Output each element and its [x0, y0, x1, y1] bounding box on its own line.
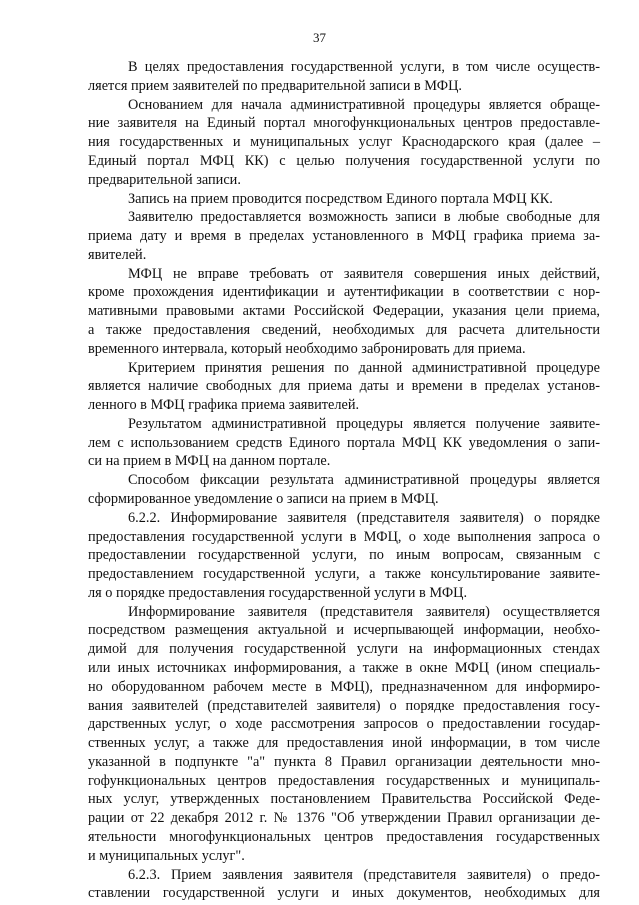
text-line: ния государственных и муниципальных услуг Краснодарского края (далее –	[88, 134, 600, 151]
text-line: указанной в подпункте "а" пункта 8 Правил организации деятельности мно-	[88, 753, 600, 770]
text-line: ственных услуг, а также для предоставления иной информации, в том числе	[88, 735, 600, 752]
text-line: вания заявителей (представителей заявителя) о порядке предоставления госу-	[88, 697, 600, 714]
text-line: сформированное уведомление о записи на прием в МФЦ.	[88, 490, 439, 507]
text-line: Заявителю предоставляется возможность записи в любые свободные для	[128, 209, 600, 226]
text-line: Критерием принятия решения по данной административной процедуре	[128, 359, 600, 376]
text-line: предоставления государственной услуги в МФЦ, о ходе выполнения запроса о	[88, 528, 600, 545]
text-line: 6.2.3. Прием заявления заявителя (представителя заявителя) о предо-	[128, 866, 600, 883]
text-line: явителей.	[88, 246, 147, 263]
text-line: или иных источниках информирования, а также в окне МФЦ (ином специаль-	[88, 660, 600, 676]
text-line: Единый портал МФЦ КК) с целью получения государственной услуги по	[88, 152, 600, 169]
text-line: лем с использованием средств Единого портала МФЦ КК уведомления о запи-	[88, 434, 600, 451]
text-line: ляется прием заявителей по предварительной записи в МФЦ.	[88, 77, 462, 94]
text-line: ние заявителя на Единый портал многофункциональных центров предоставле-	[88, 115, 600, 132]
text-line: предварительной записи.	[88, 171, 241, 188]
text-line: кроме прохождения идентификации и аутентификации в соответствии с нор-	[88, 284, 600, 301]
page-number: 37	[313, 30, 326, 45]
text-line: МФЦ не вправе требовать от заявителя совершения иных действий,	[128, 265, 600, 282]
text-line: и муниципальных услуг".	[88, 847, 245, 864]
text-line: рации от 22 декабря 2012 г. № 1376 "Об утверждении Правил организации де-	[88, 810, 600, 827]
text-line: Основанием для начала административной процедуры является обраще-	[128, 96, 600, 113]
text-line: 6.2.2. Информирование заявителя (представителя заявителя) о порядке	[128, 509, 600, 526]
text-line: гофункциональных центров предоставления государственных и муниципаль-	[88, 772, 600, 789]
text-line: временного интервала, который необходимо забронировать для приема.	[88, 340, 526, 357]
text-line: предоставлением государственной услуги, а также консультирование заявите-	[88, 566, 600, 583]
text-line: Информирование заявителя (представителя заявителя) осуществляется	[128, 603, 600, 620]
text-line: Запись на прием проводится посредством Единого портала МФЦ КК.	[128, 190, 553, 207]
text-line: посредством размещения актуальной и исчерпывающей информации, необхо-	[88, 622, 600, 639]
text-line: ных услуг, утвержденных постановлением Правительства Российской Феде-	[88, 791, 600, 808]
text-line: Способом фиксации результата административной процедуры является	[128, 472, 600, 489]
text-line: В целях предоставления государственной услуги, в том числе осуществ-	[128, 59, 600, 75]
text-line: является наличие свободных для приема даты и времени в пределах установ-	[88, 378, 600, 395]
text-line: но оборудованном рабочем месте в МФЦ), предназначенном для информиро-	[88, 678, 600, 695]
text-line: предоставлении государственной услуги, по иным вопросам, связанным с	[88, 547, 600, 564]
text-line: мативными правовыми актами Российской Федерации, указания цели приема,	[88, 303, 600, 320]
text-line: ленного в МФЦ графика приема заявителей.	[88, 397, 360, 413]
text-line: Результатом административной процедуры является получение заявите-	[128, 415, 600, 432]
text-line: приема дату и время в пределах установленного в МФЦ графика приема за-	[88, 228, 600, 244]
text-line: дарственных услуг, о ходе рассмотрения запросов о предоставлении государ-	[88, 716, 600, 733]
text-line: ставлении государственной услуги и иных документов, необходимых для	[88, 885, 600, 902]
text-line: ятельности многофункциональных центров предоставления государственных	[88, 829, 600, 845]
text-line: ля о порядке предоставления государственной услуги в МФЦ.	[88, 584, 468, 601]
text-line: а также предоставления сведений, необходимых для расчета длительности	[88, 321, 600, 338]
text-line: си на прием в МФЦ на данном портале.	[88, 453, 331, 470]
text-line: димой для получения государственной услуги на информационных стендах	[88, 641, 600, 658]
